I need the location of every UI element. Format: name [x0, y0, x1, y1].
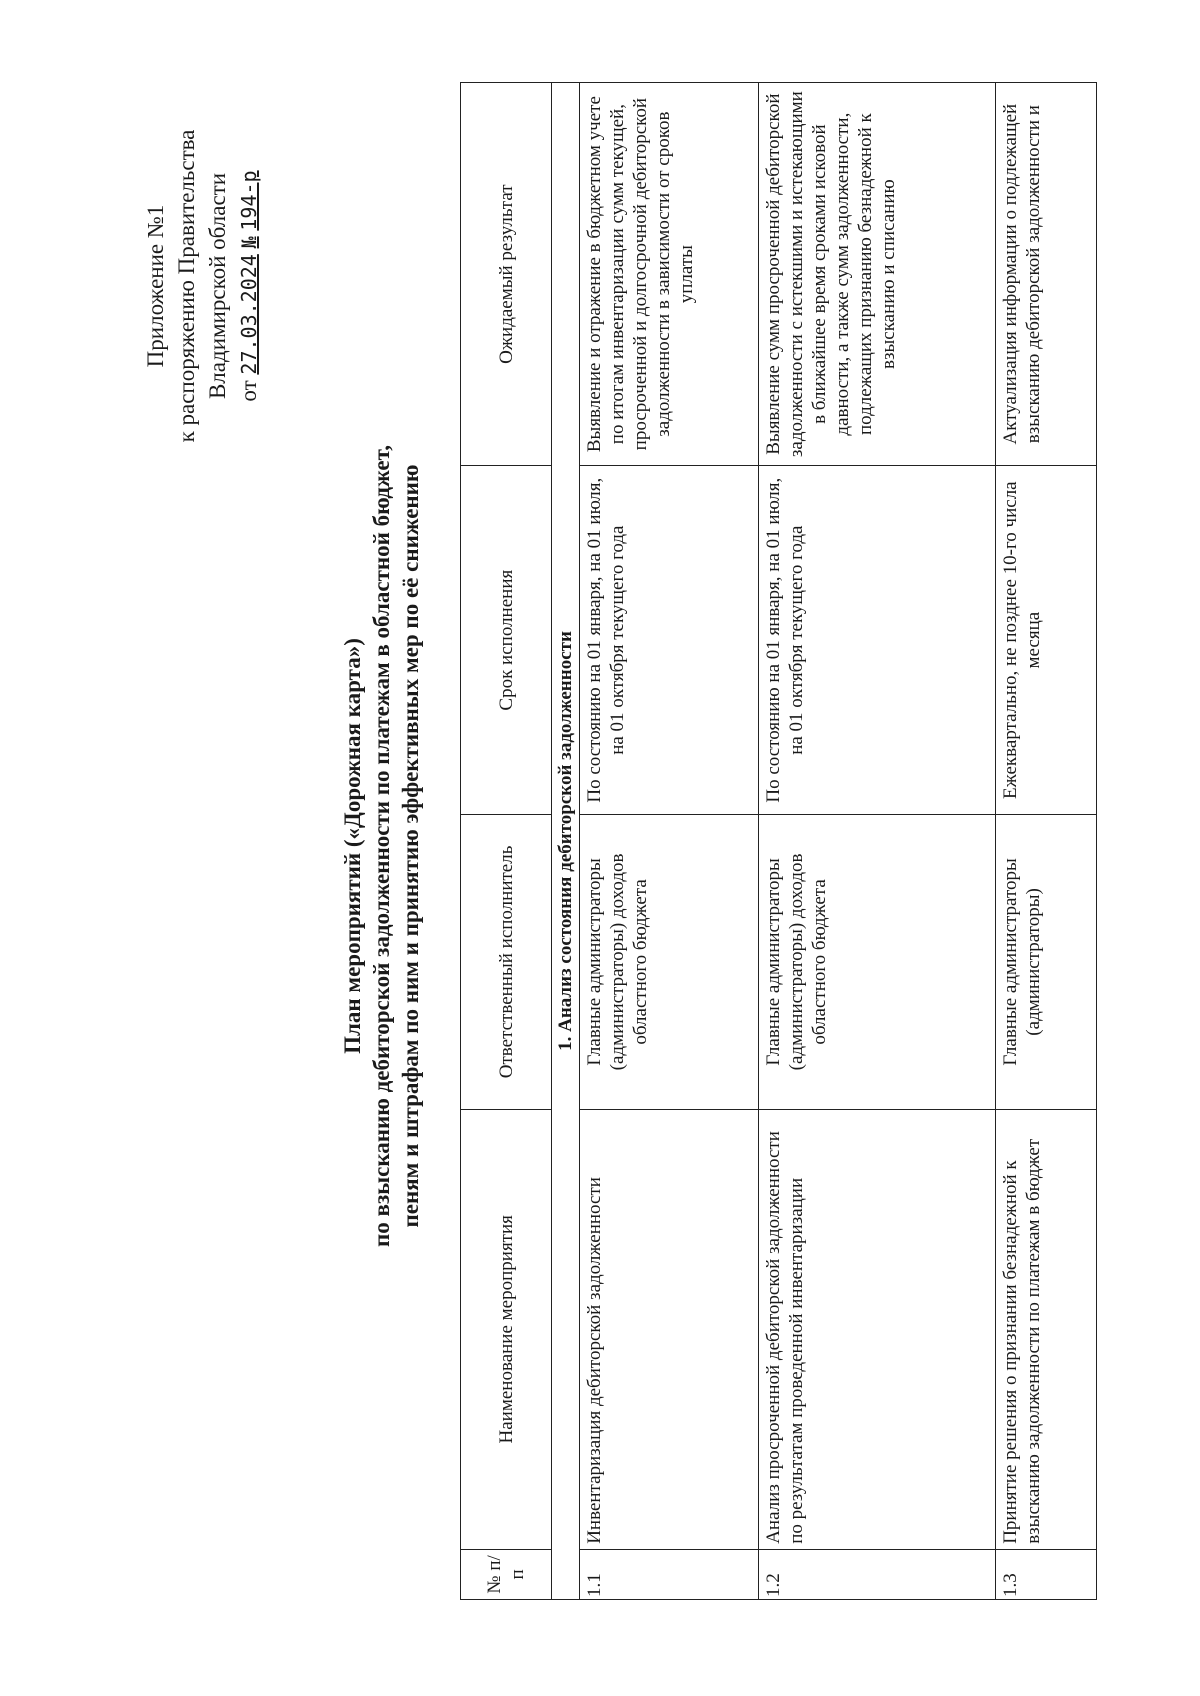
- table-row: [759, 83, 996, 1600]
- order-number: 194-р: [237, 170, 261, 231]
- appendix-order-line: к распоряжению Правительства: [174, 129, 199, 443]
- row-deadline: Ежеквартально, не позднее 10-го числа месяца: [996, 466, 1097, 815]
- row-num: 1.3: [996, 1549, 1097, 1599]
- header-responsible: Ответственный исполнитель: [461, 815, 552, 1110]
- row-num: 1.2: [759, 1549, 996, 1599]
- appendix-reference: [233, 66, 265, 506]
- appendix-title: Приложение №1: [143, 204, 168, 368]
- section-row: [552, 83, 580, 1600]
- row-deadline: По состоянию на 01 января, на 01 июля, на 01 октября текущего года: [580, 466, 759, 815]
- row-name: Анализ просроченной дебиторской задолженности по результатам проведенной инвентаризации: [759, 1109, 996, 1549]
- header-num: № п/п: [461, 1549, 552, 1599]
- document-title: [338, 206, 425, 1486]
- order-date: 27.03.2024: [237, 254, 261, 375]
- number-sign: №: [237, 236, 261, 249]
- row-deadline: По состоянию на 01 января, на 01 июля, на 01 октября текущего года: [759, 466, 996, 815]
- row-result: Выявление сумм просроченной дебиторской задолженности с истекшими и истекающими в ближайшее время сроками исковой давности, а также сумм задолженности, подлежащих признанию безнадежной к взысканию и списанию: [759, 83, 996, 466]
- header-result: Ожидаемый результат: [461, 83, 552, 466]
- appendix-region: Владимирской области: [205, 172, 230, 400]
- row-num: 1.1: [580, 1549, 759, 1599]
- title-line-3: пеням и штрафам по ним и принятию эффективных мер по её снижению: [398, 464, 423, 1228]
- row-name: Инвентаризация дебиторской задолженности: [580, 1109, 759, 1549]
- row-result: Актуализация информации о подлежащей взысканию дебиторской задолженности и: [996, 83, 1097, 466]
- table-header-row: [461, 83, 552, 1600]
- row-responsible: Главные администраторы (администраторы): [996, 815, 1097, 1110]
- title-line-2: по взысканию дебиторской задолженности по платежам в областной бюджет,: [369, 445, 394, 1247]
- section-title: 1. Анализ состояния дебиторской задолженности: [552, 83, 580, 1600]
- roadmap-table: [460, 82, 1097, 1600]
- appendix-header: [140, 66, 265, 506]
- date-prefix: от: [236, 380, 261, 402]
- row-name: Принятие решения о признании безнадежной к взысканию задолженности по платежам в бюджет: [996, 1109, 1097, 1549]
- row-result: Выявление и отражение в бюджетном учете по итогам инвентаризации сумм текущей, просроченной и долгосрочной дебиторской задолженности в зависимости от сроков уплаты: [580, 83, 759, 466]
- header-deadline: Срок исполнения: [461, 466, 552, 815]
- row-responsible: Главные администраторы (администраторы) доходов областного бюджета: [580, 815, 759, 1110]
- table-row: [996, 83, 1097, 1600]
- table-row: [580, 83, 759, 1600]
- header-name: Наименование мероприятия: [461, 1109, 552, 1549]
- title-line-1: План мероприятий («Дорожная карта»): [340, 638, 365, 1054]
- row-responsible: Главные администраторы (администраторы) доходов областного бюджета: [759, 815, 996, 1110]
